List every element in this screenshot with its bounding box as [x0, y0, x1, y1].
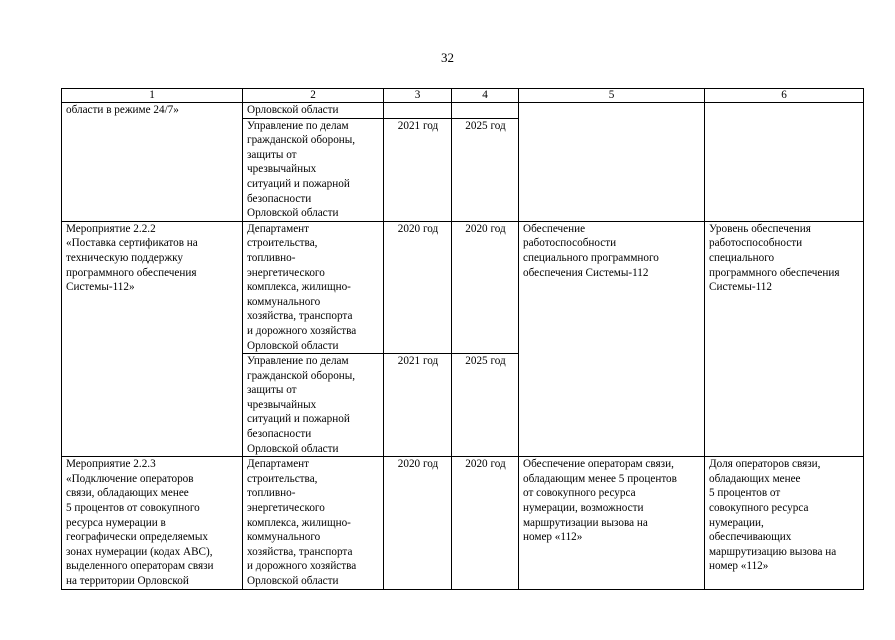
executor-cell: Орловской области: [243, 103, 384, 119]
measure-cell: области в режиме 24/7»: [62, 103, 243, 222]
result-cell: Обеспечение работоспособности специального программного обеспечения Системы-112: [519, 221, 705, 457]
result-cell: [519, 103, 705, 222]
program-table: [61, 88, 864, 590]
measure-cell: Мероприятие 2.2.2 «Поставка сертификатов на техническую поддержку программного обеспечения Системы-112»: [62, 221, 243, 457]
end-year-cell: 2025 год: [452, 354, 519, 457]
header-cell-4: 4: [452, 89, 519, 103]
start-year-cell: 2021 год: [384, 354, 452, 457]
result-cell: Обеспечение операторам связи, обладающим менее 5 процентов от совокупного ресурса нумерации, возможности маршрутизации вызова на номер «112»: [519, 457, 705, 589]
table-row: [62, 221, 864, 353]
executor-cell: Департамент строительства, топливно- энергетического комплекса, жилищно- коммунального хозяйства, транспорта и дорожного хозяйства Орловской области: [243, 457, 384, 589]
indicator-cell: Уровень обеспечения работоспособности специального программного обеспечения Системы-112: [705, 221, 864, 457]
header-cell-5: 5: [519, 89, 705, 103]
end-year-cell: 2020 год: [452, 221, 519, 353]
start-year-cell: 2020 год: [384, 221, 452, 353]
header-cell-6: 6: [705, 89, 864, 103]
executor-cell: Департамент строительства, топливно- энергетического комплекса, жилищно- коммунального хозяйства, транспорта и дорожного хозяйства Орловской области: [243, 221, 384, 353]
header-cell-2: 2: [243, 89, 384, 103]
start-year-cell: 2020 год: [384, 457, 452, 589]
indicator-cell: Доля операторов связи, обладающих менее 5 процентов от совокупного ресурса нумерации, обеспечивающих маршрутизацию вызова на номер «112»: [705, 457, 864, 589]
header-cell-1: 1: [62, 89, 243, 103]
indicator-cell: [705, 103, 864, 222]
measure-cell: Мероприятие 2.2.3 «Подключение операторов связи, обладающих менее 5 процентов от совокупного ресурса нумерации в географически определяемых зонах нумерации (кодах ABC), выделенного операторам связи на территории Орловской: [62, 457, 243, 589]
header-cell-3: 3: [384, 89, 452, 103]
start-year-cell: [384, 103, 452, 119]
executor-cell: Управление по делам гражданской обороны, защиты от чрезвычайных ситуаций и пожарной безопасности Орловской области: [243, 118, 384, 221]
executor-cell: Управление по делам гражданской обороны, защиты от чрезвычайных ситуаций и пожарной безопасности Орловской области: [243, 354, 384, 457]
table-header-row: [62, 89, 864, 103]
table-row: [62, 103, 864, 119]
start-year-cell: 2021 год: [384, 118, 452, 221]
end-year-cell: 2020 год: [452, 457, 519, 589]
end-year-cell: 2025 год: [452, 118, 519, 221]
end-year-cell: [452, 103, 519, 119]
page-number: 32: [441, 50, 454, 65]
table-row: [62, 457, 864, 589]
